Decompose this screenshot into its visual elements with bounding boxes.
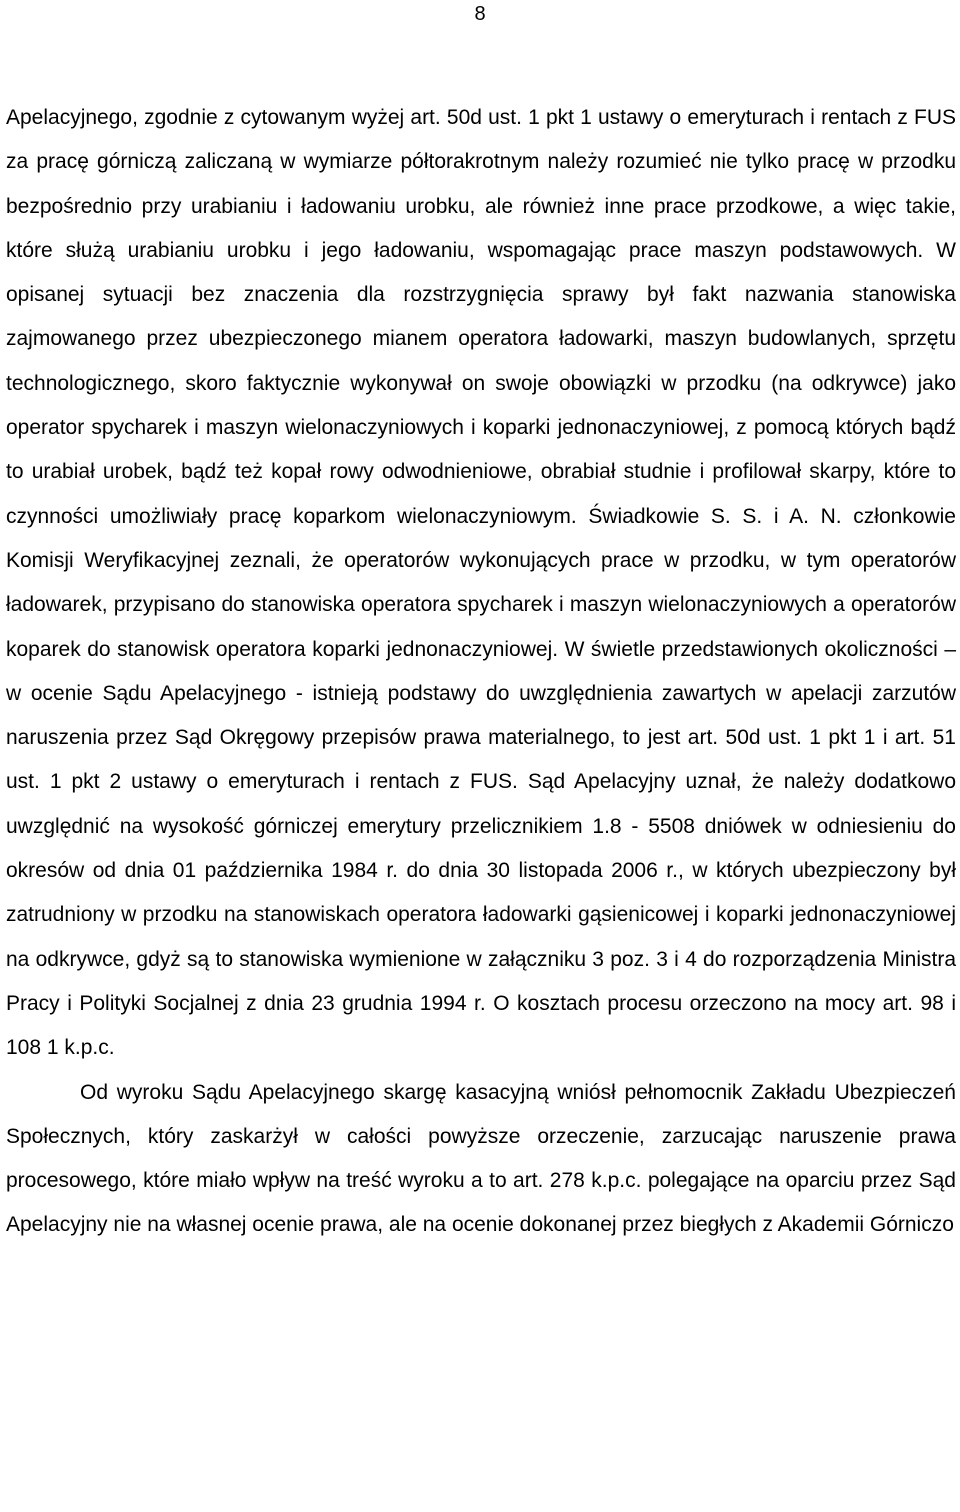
paragraph-continuation: Apelacyjnego, zgodnie z cytowanym wyżej art. 50d ust. 1 pkt 1 ustawy o emeryturach i rentach z FUS za pracę górniczą zaliczaną w wymiarze półtorakrotnym należy rozumieć nie tylko pracę w przodku bezpośrednio przy urabianiu i ładowaniu urobku, ale również inne prace przodkowe, a więc takie, które służą urabianiu urobku i jego ładowaniu, wspomagając prace maszyn podstawowych. W opisanej sytuacji bez znaczenia dla rozstrzygnięcia sprawy był fakt nazwania stanowiska zajmowanego przez ubezpieczonego mianem operatora ładowarki, maszyn budowlanych, sprzętu technologicznego, skoro faktycznie wykonywał on swoje obowiązki w przodku (na odkrywce) jako operator spycharek i maszyn wielonaczyniowych i koparki jednonaczyniowej, z pomocą których bądź to urabiał urobek, bądź też kopał rowy odwodnieniowe, obrabiał studnie i profilował skarpy, które to czynności umożliwiały pracę koparkom wielonaczyniowym. Świadkowie S. S. i A. N. członkowie Komisji Weryfikacyjnej zeznali, że operatorów wykonujących prace w przodku, w tym operatorów ładowarek, przypisano do stanowiska operatora spycharek i maszyn wielonaczyniowych a operatorów koparek do stanowisk operatora koparki jednonaczyniowej. W świetle przedstawionych okoliczności – w ocenie Sądu Apelacyjnego - istnieją podstawy do uwzględnienia zawartych w apelacji zarzutów naruszenia przez Sąd Okręgowy przepisów prawa materialnego, to jest art. 50d ust. 1 pkt 1 i art. 51 ust. 1 pkt 2 ustawy o emeryturach i rentach z FUS. Sąd Apelacyjny uznał, że należy dodatkowo uwzględnić na wysokość górniczej emerytury przelicznikiem 1.8 - 5508 dniówek w odniesieniu do okresów od dnia 01 października 1984 r. do dnia 30 listopada 2006 r., w których ubezpieczony był zatrudniony w przodku na stanowiskach operatora ładowarki gąsienicowej i koparki jednonaczyniowej na odkrywce, gdyż są to stanowiska wymienione w załączniku 3 poz. 3 i 4 do rozporządzenia Ministra Pracy i Polityki Socjalnej z dnia 23 grudnia 1994 r. O kosztach procesu orzeczono na mocy art. 98 i 108 1 k.p.c.	[6, 106, 956, 1060]
page-number: 8	[474, 3, 486, 25]
document-body	[6, 96, 956, 1248]
paragraph-cassation-appeal: Od wyroku Sądu Apelacyjnego skargę kasacyjną wniósł pełnomocnik Zakładu Ubezpieczeń Społecznych, który zaskarżył w całości powyższe orzeczenie, zarzucając naruszenie prawa procesowego, które miało wpływ na treść wyroku a to art. 278 k.p.c. polegające na oparciu przez Sąd Apelacyjny nie na własnej ocenie prawa, ale na ocenie dokonanej przez biegłych z Akademii Górniczo	[6, 1080, 956, 1237]
